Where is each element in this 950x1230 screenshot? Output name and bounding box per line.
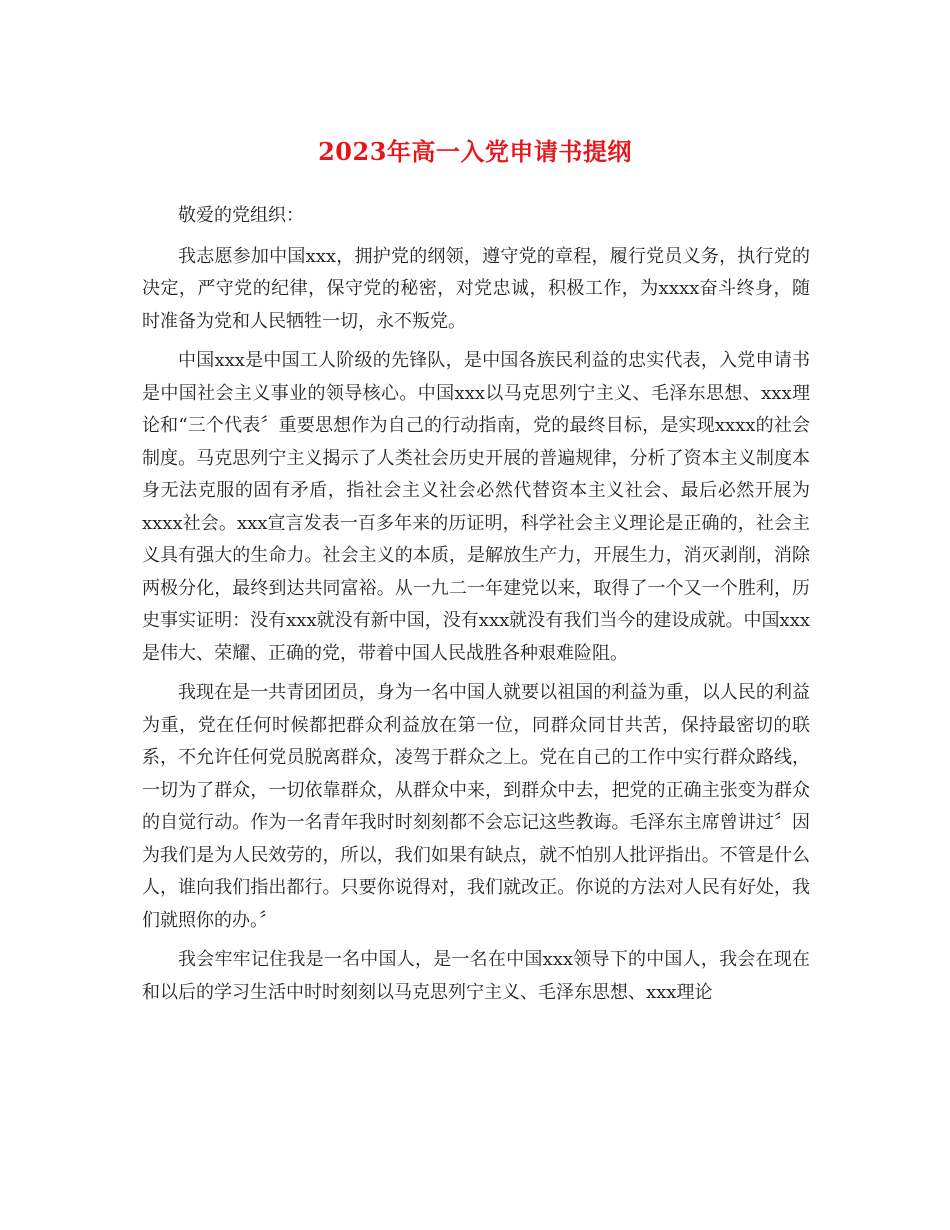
document-body xyxy=(142,200,810,1009)
paragraph-commitment: 我会牢牢记住我是一名中国人，是一名在中国xxx领导下的中国人，我会在现在和以后的学习生活中时时刻刻以马克思列宁主义、毛泽东思想、xxx理论 xyxy=(142,949,810,1003)
salutation: 敬爱的党组织： xyxy=(178,205,304,226)
paragraph-league-member: 我现在是一共青团团员，身为一名中国人就要以祖国的利益为重，以人民的利益为重，党在任何时候都把群众利益放在第一位，同群众同甘共苦，保持最密切的联系，不允许任何党员脱离群众，凌驾于群众之上。党在自己的工作中实行群众路线，一切为了群众，一切依靠群众，从群众中来，到群众中去，把党的正确主张变为群众的自觉行动。作为一名青年我时时刻刻都不会忘记这些教诲。毛泽东主席曾讲过〞因为我们是为人民效劳的，所以，我们如果有缺点，就不怕别人批评指出。不管是什么人，谁向我们指出都行。只要你说得对，我们就改正。你说的方法对人民有好处，我们就照你的办。〞 xyxy=(142,682,810,931)
document-title: 2023年高一入党申请书提纲 xyxy=(318,137,632,166)
paragraph-party-nature: 中国xxx是中国工人阶级的先锋队，是中国各族民利益的忠实代表，入党申请书是中国社会主义事业的领导核心。中国xxx以马克思列宁主义、毛泽东思想、xxx理论和“三个代表〞重要思想作为自己的行动指南，党的最终目标，是实现xxxx的社会制度。马克思列宁主义揭示了人类社会历史开展的普遍规律，分析了资本主义制度本身无法克服的固有矛盾，指社会主义社会必然代替资本主义社会、最后必然开展为xxxx社会。xxx宣言发表一百多年来的历证明，科学社会主义理论是正确的，社会主义具有强大的生命力。社会主义的本质，是解放生产力，开展生力，消灭剥削，消除两极分化，最终到达共同富裕。从一九二一年建党以来，取得了一个又一个胜利，历史事实证明：没有xxx就没有新中国，没有xxx就没有我们当今的建设成就。中国xxx是伟大、荣耀、正确的党，带着中国人民战胜各种艰难险阻。 xyxy=(142,350,810,664)
paragraph-pledge: 我志愿参加中国xxx，拥护党的纲领，遵守党的章程，履行党员义务，执行党的决定，严守党的纪律，保守党的秘密，对党忠诚，积极工作，为xxxx奋斗终身，随时准备为党和人民牺牲一切，永不叛党。 xyxy=(142,245,810,332)
